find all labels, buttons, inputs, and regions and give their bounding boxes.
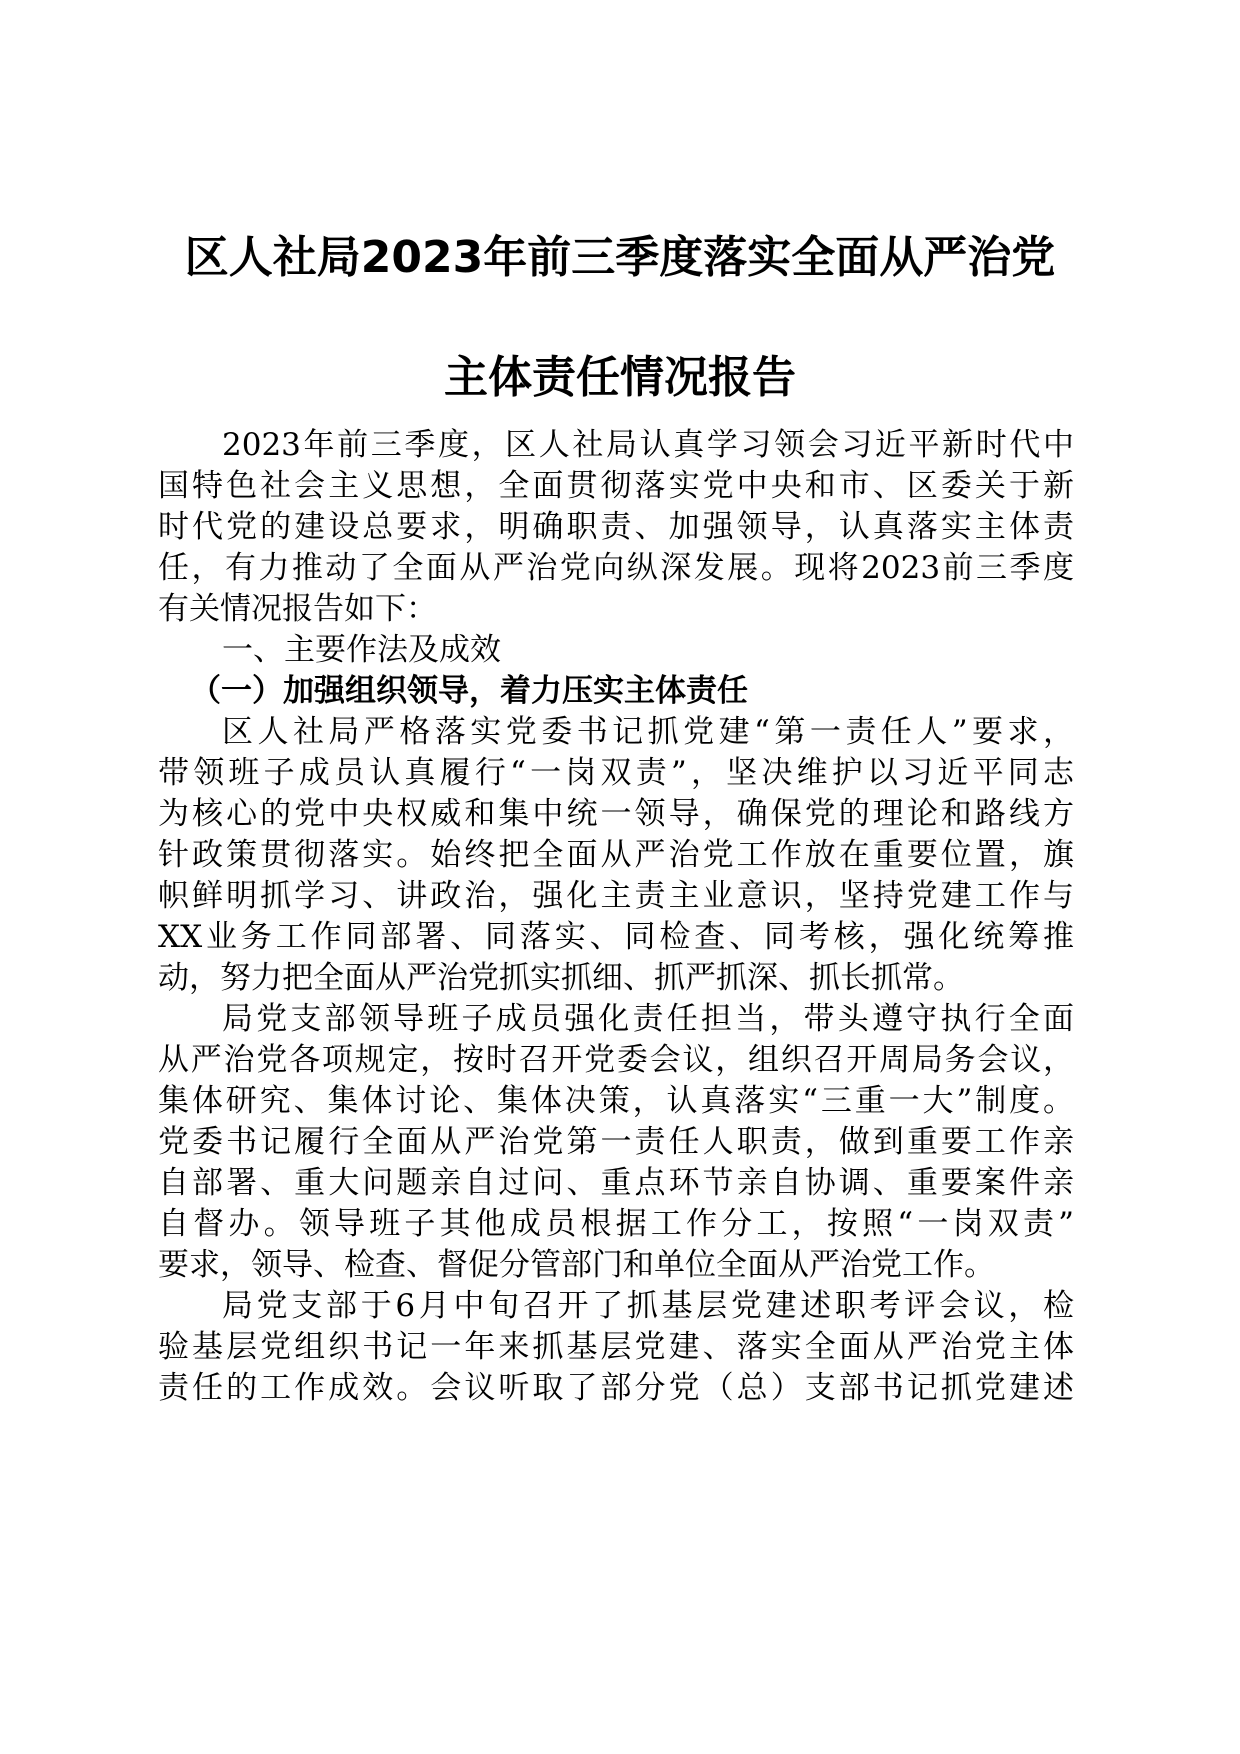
paragraph-4-line: 验基层党组织书记一年来抓基层党建、落实全面从严治党主体 (158, 1329, 1074, 1365)
paragraph-3-line: 局党支部领导班子成员强化责任担当，带头遵守执行全面 (222, 1001, 1074, 1037)
paragraph-1-line: 2023年前三季度，区人社局认真学习领会习近平新时代中 (222, 427, 1074, 463)
paragraph-3-line: 从严治党各项规定，按时召开党委会议，组织召开周局务会议， (158, 1042, 1074, 1078)
paragraph-3-line: 集体研究、集体讨论、集体决策，认真落实“三重一大”制度。 (158, 1083, 1074, 1119)
paragraph-2-line: 为核心的党中央权威和集中统一领导，确保党的理论和路线方 (158, 796, 1074, 832)
section-heading: 一、主要作法及成效 (222, 632, 501, 668)
document-title-line-2: 主体责任情况报告 (444, 352, 796, 403)
paragraph-2-line: 动，努力把全面从严治党抓实抓细、抓严抓深、抓长抓常。 (158, 960, 964, 996)
paragraph-3-line: 要求，领导、检查、督促分管部门和单位全面从严治党工作。 (158, 1247, 995, 1283)
paragraph-4-line: 局党支部于6月中旬召开了抓基层党建述职考评会议，检 (222, 1288, 1074, 1324)
paragraph-2-line: XX业务工作同部署、同落实、同检查、同考核，强化统筹推 (158, 919, 1074, 955)
paragraph-4-line: 责任的工作成效。会议听取了部分党（总）支部书记抓党建述 (158, 1370, 1074, 1406)
paragraph-3-line: 自部署、重大问题亲自过问、重点环节亲自协调、重要案件亲 (158, 1165, 1074, 1201)
paragraph-3-line: 党委书记履行全面从严治党第一责任人职责，做到重要工作亲 (158, 1124, 1074, 1160)
paragraph-2-line: 区人社局严格落实党委书记抓党建“第一责任人”要求， (222, 714, 1074, 750)
document-title-line-1: 区人社局2023年前三季度落实全面从严治党 (184, 232, 1056, 283)
paragraph-1-line: 国特色社会主义思想，全面贯彻落实党中央和市、区委关于新 (158, 468, 1074, 504)
paragraph-1-line: 时代党的建设总要求，明确职责、加强领导，认真落实主体责 (158, 509, 1074, 545)
paragraph-3-line: 自督办。领导班子其他成员根据工作分工，按照“一岗双责” (158, 1206, 1074, 1242)
paragraph-2-line: 帜鲜明抓学习、讲政治，强化主责主业意识，坚持党建工作与 (158, 878, 1074, 914)
paragraph-1-line: 有关情况报告如下： (158, 591, 437, 627)
paragraph-2-line: 带领班子成员认真履行“一岗双责”，坚决维护以习近平同志 (158, 755, 1074, 791)
subsection-heading: （一）加强组织领导，着力压实主体责任 (190, 673, 748, 709)
paragraph-2-line: 针政策贯彻落实。始终把全面从严治党工作放在重要位置，旗 (158, 837, 1074, 873)
paragraph-1-line: 任，有力推动了全面从严治党向纵深发展。现将2023前三季度 (158, 550, 1074, 586)
